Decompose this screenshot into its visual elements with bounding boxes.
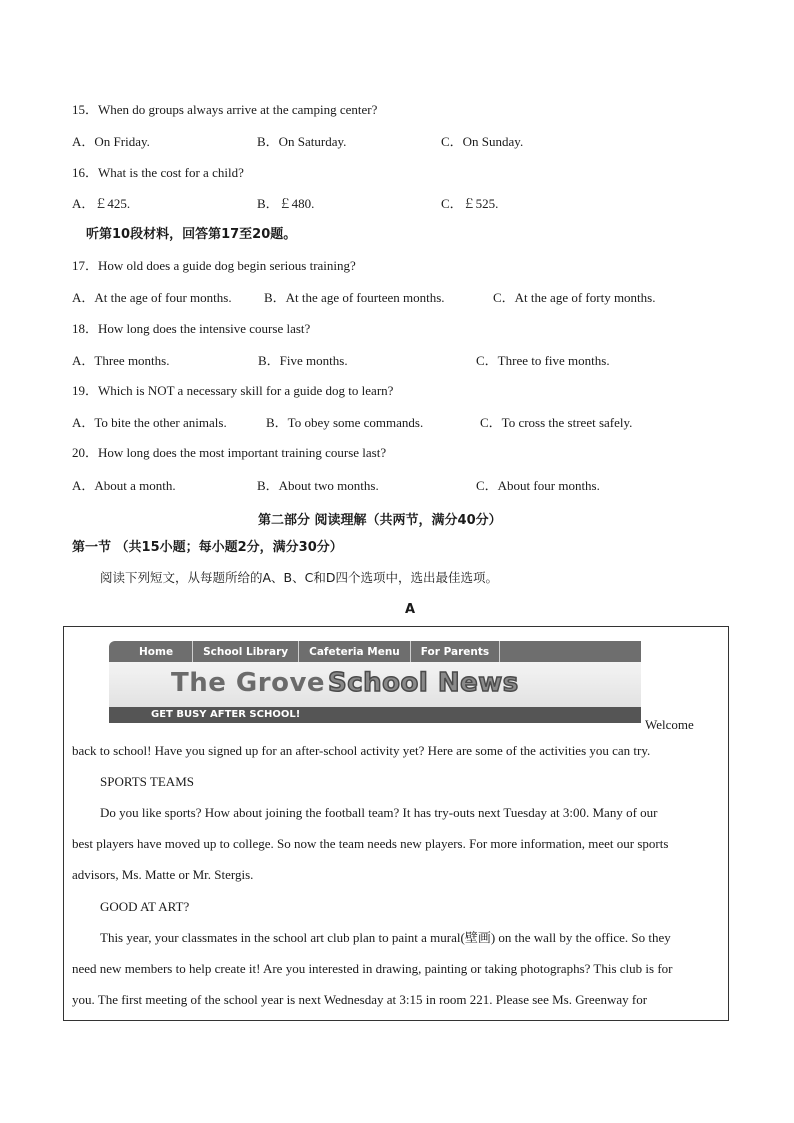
sports-paragraph-line-1: Do you like sports? How about joining the football team? It has try-outs next Tuesday at 3:00. Many of our [100, 805, 658, 820]
nav-school-library: School Library [193, 641, 299, 662]
question-20-stem: 20．How long does the most important training course last? [72, 445, 387, 460]
question-19-option-a: A．To bite the other animals. [72, 415, 227, 430]
section-title: 第一节 （共15小题；每小题2分，满分30分） [72, 540, 343, 555]
question-19-option-c: C．To cross the street safely. [480, 415, 633, 430]
question-18-option-c: C．Three to five months. [476, 353, 610, 368]
art-paragraph-line-3: you. The first meeting of the school year is next Wednesday at 3:15 in room 221. Please see Ms. Greenway for [72, 992, 648, 1007]
passage-label: A [405, 602, 416, 617]
passage-intro: back to school! Have you signed up for an after-school activity yet? Here are some of the activities you can try. [72, 743, 651, 758]
passage-welcome: Welcome [645, 717, 694, 732]
nav-spacer [500, 641, 641, 662]
nav-for-parents: For Parents [411, 641, 500, 662]
question-17-option-c: C．At the age of forty months. [493, 290, 656, 305]
banner-slogan: GET BUSY AFTER SCHOOL! [151, 709, 301, 720]
instruction: 阅读下列短文，从每题所给的A、B、C和D四个选项中，选出最佳选项。 [100, 570, 498, 585]
question-17-option-b: B．At the age of fourteen months. [264, 290, 445, 305]
question-18-option-a: A．Three months. [72, 353, 170, 368]
question-16-stem: 16．What is the cost for a child? [72, 165, 244, 180]
question-18-stem: 18．How long does the intensive course last? [72, 321, 311, 336]
question-17-stem: 17．How old does a guide dog begin serious training? [72, 258, 356, 273]
question-20-option-a: A．About a month. [72, 478, 176, 493]
question-15-option-c: C．On Sunday. [441, 134, 524, 149]
nav-home: Home [109, 641, 193, 662]
banner-logo-area [109, 662, 641, 707]
sports-paragraph-line-2: best players have moved up to college. So now the team needs new players. For more information, meet our sports [72, 836, 669, 851]
nav-cafeteria-menu: Cafeteria Menu [299, 641, 411, 662]
question-16-option-b: B．￡480. [257, 196, 315, 211]
newsletter-banner [109, 641, 641, 723]
logo-school-news: School News [328, 668, 519, 698]
question-18-option-b: B．Five months. [258, 353, 348, 368]
art-paragraph-line-2: need new members to help create it! Are you interested in drawing, painting or taking photographs? This club is for [72, 961, 673, 976]
banner-slogan-bar [109, 707, 641, 723]
sports-paragraph-line-3: advisors, Ms. Matte or Mr. Stergis. [72, 867, 254, 882]
question-20-option-b: B．About two months. [257, 478, 379, 493]
logo-the-grove: The Grove [171, 668, 326, 698]
part-title: 第二部分 阅读理解（共两节，满分40分） [258, 513, 502, 528]
question-15-option-a: A．On Friday. [72, 134, 150, 149]
question-16-option-a: A．￡425. [72, 196, 131, 211]
heading-good-at-art: GOOD AT ART? [100, 899, 190, 914]
heading-sports-teams: SPORTS TEAMS [100, 774, 194, 789]
section-note: 听第10段材料，回答第17至20题。 [86, 227, 297, 242]
question-19-option-b: B．To obey some commands. [266, 415, 424, 430]
question-15-option-b: B．On Saturday. [257, 134, 347, 149]
question-15-stem: 15．When do groups always arrive at the camping center? [72, 102, 378, 117]
question-17-option-a: A．At the age of four months. [72, 290, 232, 305]
question-16-option-c: C．￡525. [441, 196, 499, 211]
art-paragraph-line-1: This year, your classmates in the school art club plan to paint a mural(壁画) on the wall by the office. So they [100, 930, 671, 945]
question-19-stem: 19．Which is NOT a necessary skill for a guide dog to learn? [72, 383, 394, 398]
question-20-option-c: C．About four months. [476, 478, 600, 493]
banner-nav [109, 641, 641, 662]
